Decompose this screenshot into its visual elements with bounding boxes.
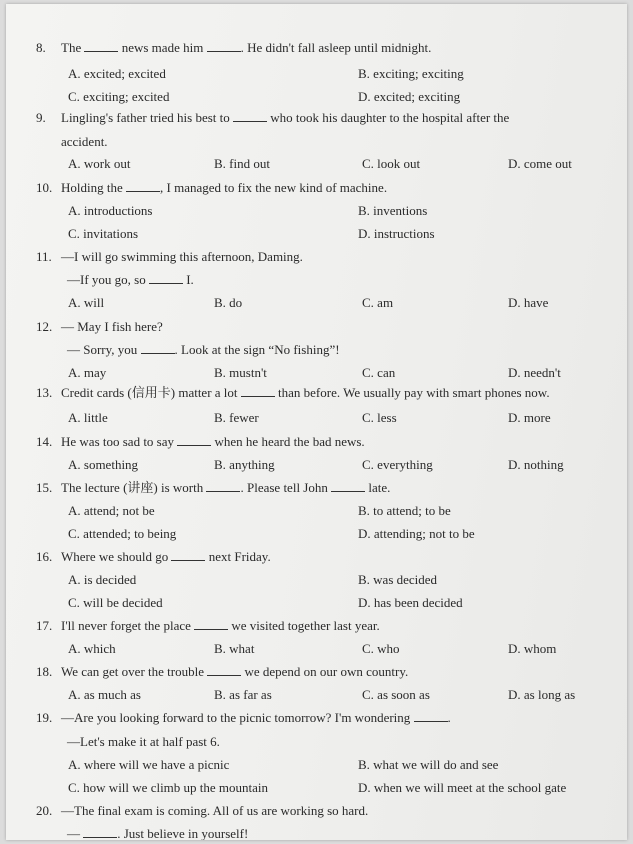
answer-option: B. what bbox=[214, 641, 255, 656]
answer-option: C. less bbox=[362, 410, 397, 425]
question-stem bbox=[61, 664, 408, 680]
stem-text: — Sorry, you bbox=[67, 342, 141, 357]
answer-option: B. to attend; to be bbox=[358, 503, 451, 518]
answer-option: D. excited; exciting bbox=[358, 89, 461, 104]
question-stem bbox=[61, 180, 387, 196]
question-number: 18. bbox=[36, 664, 53, 679]
answer-blank bbox=[241, 385, 275, 397]
question-number: 17. bbox=[36, 618, 53, 633]
answer-option: B. anything bbox=[214, 457, 275, 472]
answer-option: C. will be decided bbox=[68, 595, 163, 610]
question-stem bbox=[61, 618, 380, 634]
stem-text: who took his daughter to the hospital after the bbox=[267, 110, 510, 125]
answer-option: A. where will we have a picnic bbox=[68, 757, 230, 772]
stem-text: Credit cards (信用卡) matter a lot bbox=[61, 385, 241, 400]
answer-option: C. look out bbox=[362, 156, 421, 171]
answer-option: D. needn't bbox=[508, 365, 561, 380]
question-number: 8. bbox=[36, 40, 46, 55]
answer-blank bbox=[414, 710, 448, 722]
answer-option: B. do bbox=[214, 295, 243, 310]
question-number: 13. bbox=[36, 385, 53, 400]
stem-text: . Look at the sign “No fishing”! bbox=[174, 342, 340, 357]
question-number: 14. bbox=[36, 434, 53, 449]
stem-text: — bbox=[67, 826, 84, 840]
answer-option: A. is decided bbox=[68, 572, 137, 587]
answer-option: C. attended; to being bbox=[68, 526, 177, 541]
answer-option: A. may bbox=[68, 365, 107, 380]
stem-text: news made him bbox=[118, 40, 207, 55]
question-stem bbox=[61, 434, 365, 450]
stem-text: we visited together last year. bbox=[228, 618, 380, 633]
question-stem-continued: accident. bbox=[61, 134, 108, 149]
answer-option: A. introductions bbox=[68, 203, 153, 218]
answer-option: D. come out bbox=[508, 156, 572, 171]
answer-option: C. who bbox=[362, 641, 400, 656]
question-stem-continued bbox=[67, 272, 194, 288]
question-stem bbox=[61, 803, 368, 819]
question-stem bbox=[61, 110, 509, 126]
answer-blank bbox=[207, 40, 241, 52]
stem-text: I. bbox=[182, 272, 194, 287]
stem-text: when he heard the bad news. bbox=[211, 434, 365, 449]
question-stem bbox=[61, 710, 451, 726]
answer-blank bbox=[233, 110, 267, 122]
answer-blank bbox=[207, 664, 241, 676]
answer-option: D. when we will meet at the school gate bbox=[358, 780, 567, 795]
answer-option: A. excited; excited bbox=[68, 66, 166, 81]
answer-blank bbox=[84, 40, 118, 52]
answer-blank bbox=[141, 342, 175, 354]
question-number: 11. bbox=[36, 249, 52, 264]
answer-option: C. as soon as bbox=[362, 687, 430, 702]
answer-blank bbox=[126, 180, 160, 192]
answer-option: D. attending; not to be bbox=[358, 526, 475, 541]
answer-option: A. work out bbox=[68, 156, 131, 171]
answer-option: A. something bbox=[68, 457, 139, 472]
question-stem bbox=[61, 385, 550, 401]
stem-text: we depend on our own country. bbox=[241, 664, 409, 679]
stem-text: —The final exam is coming. All of us are working so hard. bbox=[61, 803, 369, 818]
question-number: 16. bbox=[36, 549, 53, 564]
answer-option: D. more bbox=[508, 410, 551, 425]
question-stem bbox=[61, 319, 163, 335]
answer-option: B. what we will do and see bbox=[358, 757, 499, 772]
question-stem bbox=[61, 40, 431, 56]
answer-blank bbox=[177, 434, 211, 446]
stem-text: Where we should go bbox=[61, 549, 172, 564]
answer-blank bbox=[149, 272, 183, 284]
question-stem-continued bbox=[67, 826, 248, 840]
answer-option: A. which bbox=[68, 641, 116, 656]
answer-option: A. as much as bbox=[68, 687, 141, 702]
stem-text: . He didn't fall asleep until midnight. bbox=[240, 40, 432, 55]
stem-text: —If you go, so bbox=[67, 272, 149, 287]
answer-option: B. mustn't bbox=[214, 365, 267, 380]
question-number: 15. bbox=[36, 480, 53, 495]
answer-option: B. was decided bbox=[358, 572, 438, 587]
stem-text: . Please tell John bbox=[240, 480, 332, 495]
answer-option: C. everything bbox=[362, 457, 433, 472]
question-stem bbox=[61, 249, 303, 265]
stem-text: than before. We usually pay with smart phones now. bbox=[274, 385, 550, 400]
question-stem bbox=[61, 480, 390, 496]
answer-option: B. fewer bbox=[214, 410, 259, 425]
answer-blank bbox=[83, 826, 117, 838]
stem-text: Holding the bbox=[61, 180, 126, 195]
answer-option: A. attend; not be bbox=[68, 503, 155, 518]
stem-text: next Friday. bbox=[205, 549, 271, 564]
answer-option: D. instructions bbox=[358, 226, 435, 241]
answer-option: B. find out bbox=[214, 156, 270, 171]
answer-blank bbox=[171, 549, 205, 561]
answer-option: D. nothing bbox=[508, 457, 564, 472]
question-stem bbox=[61, 549, 271, 565]
stem-text: The bbox=[61, 40, 85, 55]
question-number: 19. bbox=[36, 710, 53, 725]
stem-text: . bbox=[447, 710, 451, 725]
answer-option: D. as long as bbox=[508, 687, 576, 702]
answer-option: C. am bbox=[362, 295, 394, 310]
stem-text: . Just believe in yourself! bbox=[117, 826, 249, 840]
stem-text: I'll never forget the place bbox=[61, 618, 195, 633]
answer-option: A. will bbox=[68, 295, 105, 310]
stem-text: —I will go swimming this afternoon, Daming. bbox=[61, 249, 303, 264]
answer-option: D. has been decided bbox=[358, 595, 463, 610]
answer-blank bbox=[206, 480, 240, 492]
answer-blank bbox=[331, 480, 365, 492]
question-number: 12. bbox=[36, 319, 53, 334]
stem-text: —Are you looking forward to the picnic tomorrow? I'm wondering bbox=[61, 710, 414, 725]
question-stem-continued bbox=[67, 342, 340, 358]
answer-option: B. inventions bbox=[358, 203, 428, 218]
answer-option: B. exciting; exciting bbox=[358, 66, 464, 81]
stem-text: — May I fish here? bbox=[61, 319, 163, 334]
answer-option: A. little bbox=[68, 410, 108, 425]
question-number: 20. bbox=[36, 803, 53, 818]
answer-option: B. as far as bbox=[214, 687, 272, 702]
stem-text: Lingling's father tried his best to bbox=[61, 110, 234, 125]
answer-option: C. exciting; excited bbox=[68, 89, 170, 104]
stem-text: late. bbox=[365, 480, 391, 495]
answer-option: D. have bbox=[508, 295, 549, 310]
question-number: 9. bbox=[36, 110, 46, 125]
question-stem-continued: —Let's make it at half past 6. bbox=[67, 734, 220, 749]
stem-text: , I managed to fix the new kind of machine. bbox=[160, 180, 388, 195]
answer-option: C. can bbox=[362, 365, 396, 380]
exam-paper bbox=[6, 4, 627, 840]
stem-text: He was too sad to say bbox=[61, 434, 178, 449]
stem-text: We can get over the trouble bbox=[61, 664, 208, 679]
answer-option: D. whom bbox=[508, 641, 557, 656]
answer-option: C. how will we climb up the mountain bbox=[68, 780, 269, 795]
answer-option: C. invitations bbox=[68, 226, 139, 241]
stem-text: The lecture (讲座) is worth bbox=[61, 480, 207, 495]
question-number: 10. bbox=[36, 180, 53, 195]
answer-blank bbox=[194, 618, 228, 630]
